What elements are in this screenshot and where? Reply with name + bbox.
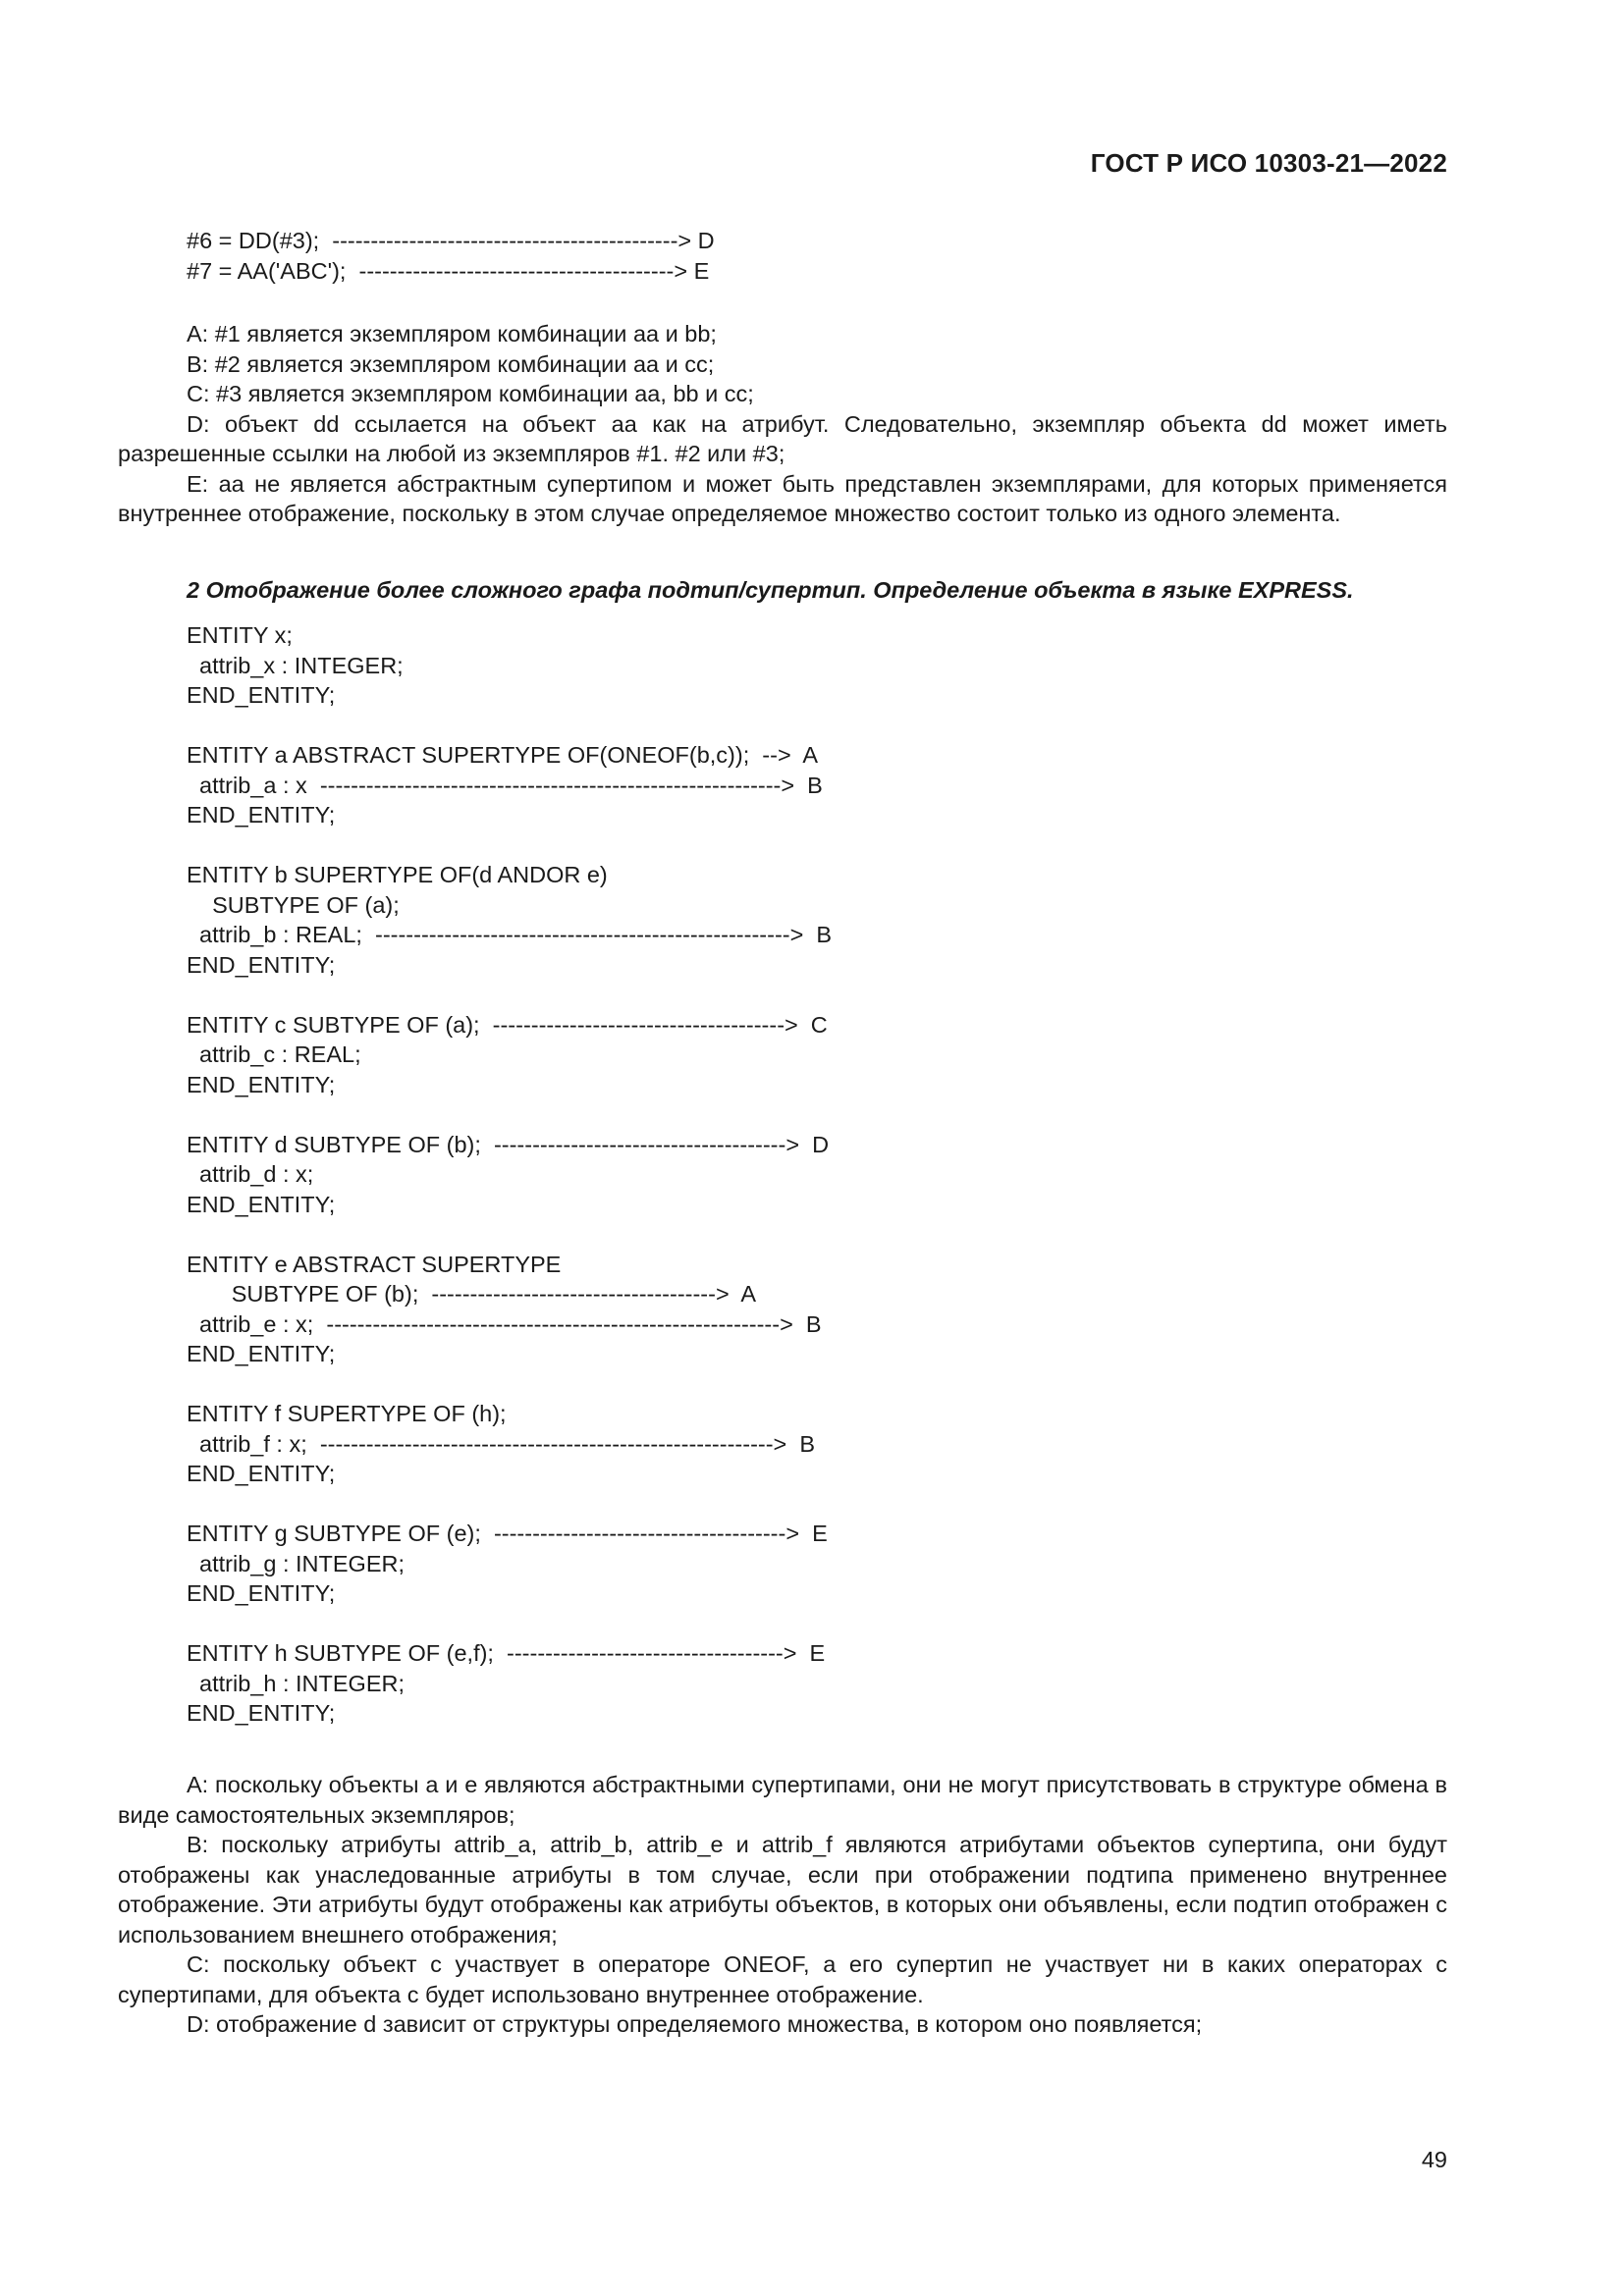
code-line: ENTITY c SUBTYPE OF (a); --------------------------------------> C xyxy=(187,1011,828,1038)
note-paragraph: D: отображение d зависит от структуры определяемого множества, в котором оно появляется; xyxy=(187,2011,1203,2037)
code-line: END_ENTITY; xyxy=(187,1580,336,1606)
code-line: attrib_a : x ------------------------------------------------------------> B xyxy=(187,772,823,798)
code-line: END_ENTITY; xyxy=(187,1461,336,1486)
code-line: ENTITY a ABSTRACT SUPERTYPE OF(ONEOF(b,c)); --> A xyxy=(187,742,819,768)
entity-d xyxy=(118,1130,1447,1220)
note-paragraph: E: aa не является абстрактным супертипом и может быть представлен экземплярами, для которых применяется внутреннее отображение, поскольку в этом случае определяемое множество состоит только из одного элемента. xyxy=(118,470,1447,526)
code-line: END_ENTITY; xyxy=(187,951,336,978)
entity-f xyxy=(118,1399,1447,1489)
express-code-block xyxy=(118,620,1447,1729)
code-line: END_ENTITY; xyxy=(187,682,336,708)
code-line: END_ENTITY; xyxy=(187,1191,336,1217)
entity-x xyxy=(118,620,1447,711)
entity-g xyxy=(118,1519,1447,1609)
note-paragraph: B: поскольку атрибуты attrib_a, attrib_b, attrib_e и attrib_f являются атрибутами объектов супертипа, они будут отображены как унаследованные атрибуты в том случае, если при отображении подтипа применено внутреннее отображение. Эти атрибуты будут отображены как атрибуты объектов, в которых они объявлены, если подтип отображен с использованием внешнего отображения; xyxy=(118,1832,1447,1948)
code-line: attrib_d : x; xyxy=(187,1161,314,1187)
section-heading: 2 Отображение более сложного графа подтип/супертип. Определение объекта в языке EXPRESS. xyxy=(187,577,1354,603)
entity-e xyxy=(118,1250,1447,1369)
code-block-top xyxy=(118,226,1447,286)
code-line: END_ENTITY; xyxy=(187,1341,336,1366)
code-line: ENTITY x; xyxy=(187,622,293,648)
page-number: 49 xyxy=(1421,2147,1447,2172)
code-line: SUBTYPE OF (a); xyxy=(187,891,400,918)
code-line: ENTITY b SUPERTYPE OF(d ANDOR e) xyxy=(187,862,608,887)
code-line: SUBTYPE OF (b); -------------------------------------> A xyxy=(187,1281,757,1307)
entity-c xyxy=(118,1010,1447,1100)
note-paragraph: D: объект dd ссылается на объект aa как на атрибут. Следовательно, экземпляр объекта dd может иметь разрешенные ссылки на любой из экземпляров #1. #2 или #3; xyxy=(118,410,1447,466)
code-line: ENTITY f SUPERTYPE OF (h); xyxy=(187,1401,507,1426)
code-line: ENTITY g SUBTYPE OF (e); --------------------------------------> E xyxy=(187,1521,828,1546)
notes-top xyxy=(118,319,1447,529)
code-line: END_ENTITY; xyxy=(187,802,336,828)
note-paragraph: C: #3 является экземпляром комбинации aa, bb и cc; xyxy=(187,381,754,406)
entity-a xyxy=(118,740,1447,830)
code-line: ENTITY h SUBTYPE OF (e,f); ------------------------------------> E xyxy=(187,1640,826,1666)
code-line: attrib_g : INTEGER; xyxy=(187,1550,406,1576)
code-line: attrib_h : INTEGER; xyxy=(187,1670,406,1696)
notes-bottom xyxy=(118,1770,1447,2040)
code-line: attrib_f : x; -----------------------------------------------------------> B xyxy=(187,1430,815,1457)
note-paragraph: C: поскольку объект c участвует в операторе ONEOF, а его супертип не участвует ни в каких операторах с супертипами, для объекта c будет использовано внутреннее отображение. xyxy=(118,1951,1447,2007)
code-line: ENTITY d SUBTYPE OF (b); --------------------------------------> D xyxy=(187,1131,830,1157)
entity-b xyxy=(118,860,1447,980)
code-line: END_ENTITY; xyxy=(187,1071,336,1097)
note-paragraph: B: #2 является экземпляром комбинации aa и cc; xyxy=(187,350,715,377)
code-line: attrib_b : REAL; ------------------------------------------------------> B xyxy=(187,922,833,947)
note-paragraph: A: #1 является экземпляром комбинации aa и bb; xyxy=(187,321,717,347)
document-header: ГОСТ Р ИСО 10303-21—2022 xyxy=(1090,148,1447,178)
code-line: END_ENTITY; xyxy=(187,1700,336,1726)
entity-h xyxy=(118,1638,1447,1729)
code-line: #6 = DD(#3); ---------------------------------------------> D xyxy=(187,228,715,253)
code-line: attrib_c : REAL; xyxy=(187,1041,361,1067)
code-line: attrib_e : x; -----------------------------------------------------------> B xyxy=(187,1310,822,1337)
note-paragraph: A: поскольку объекты a и e являются абстрактными супертипами, они не могут присутствовать в структуре обмена в виде самостоятельных экземпляров; xyxy=(118,1772,1447,1828)
code-line: ENTITY e ABSTRACT SUPERTYPE xyxy=(187,1251,562,1277)
code-line: attrib_x : INTEGER; xyxy=(187,652,404,678)
code-line: #7 = AA('ABC'); -----------------------------------------> E xyxy=(187,257,710,284)
